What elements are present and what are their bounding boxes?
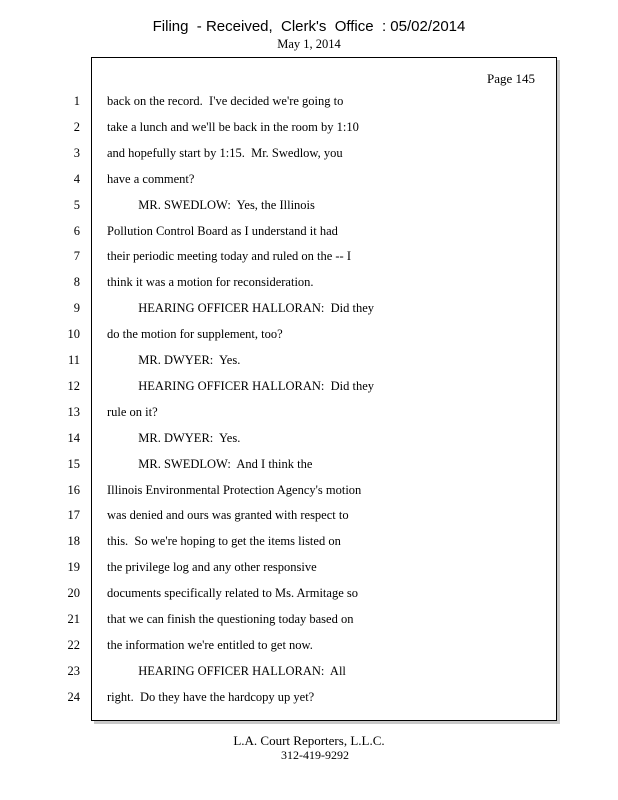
line-number: 23: [67, 664, 80, 678]
transcript-date: May 1, 2014: [277, 37, 341, 51]
line-number: 9: [73, 301, 80, 315]
line-number: 15: [67, 457, 80, 471]
line-text: HEARING OFFICER HALLORAN: Did they: [107, 379, 375, 393]
line-text: right. Do they have the hardcopy up yet?: [107, 690, 315, 704]
line-text: the privilege log and any other responsive: [107, 560, 317, 574]
line-number: 5: [73, 198, 80, 212]
line-text: documents specifically related to Ms. Armitage so: [107, 586, 358, 600]
line-text: MR. DWYER: Yes.: [107, 431, 241, 445]
line-number: 18: [67, 534, 80, 548]
line-text: take a lunch and we'll be back in the room by 1:10: [107, 120, 359, 134]
line-number: 12: [67, 379, 80, 393]
line-number: 14: [67, 431, 80, 445]
court-reporter-phone: 312-419-9292: [281, 748, 349, 762]
line-number: 7: [73, 249, 80, 263]
line-number: 22: [67, 638, 80, 652]
line-number: 20: [67, 586, 80, 600]
line-number: 2: [73, 120, 80, 134]
line-text: HEARING OFFICER HALLORAN: All: [107, 664, 346, 678]
line-text: think it was a motion for reconsideration.: [107, 275, 314, 289]
line-number: 19: [67, 560, 80, 574]
line-number: 3: [73, 146, 80, 160]
line-number: 17: [67, 508, 80, 522]
line-text: Illinois Environmental Protection Agency's motion: [107, 483, 362, 497]
line-text: MR. DWYER: Yes.: [107, 353, 241, 367]
line-text: MR. SWEDLOW: And I think the: [107, 457, 313, 471]
filing-stamp-header: Filing - Received, Clerk's Office : 05/02/2014: [152, 18, 466, 35]
line-text: the information we're entitled to get now.: [107, 638, 313, 652]
line-number: 21: [67, 612, 80, 626]
page-number: Page 145: [486, 71, 535, 86]
line-text: this. So we're hoping to get the items listed on: [107, 534, 341, 548]
line-number: 6: [73, 224, 80, 238]
line-text: Pollution Control Board as I understand it had: [107, 224, 338, 238]
line-number: 4: [73, 172, 80, 186]
line-number: 10: [67, 327, 80, 341]
line-text: and hopefully start by 1:15. Mr. Swedlow, you: [107, 146, 343, 160]
line-text: do the motion for supplement, too?: [107, 327, 283, 341]
line-number: 16: [67, 483, 80, 497]
line-text: HEARING OFFICER HALLORAN: Did they: [107, 301, 375, 315]
line-text: back on the record. I've decided we're going to: [107, 94, 344, 108]
line-text: was denied and ours was granted with respect to: [107, 508, 349, 522]
court-reporter-name: L.A. Court Reporters, L.L.C.: [233, 733, 385, 748]
line-number: 8: [73, 275, 80, 289]
line-number: 24: [67, 690, 80, 704]
line-text: that we can finish the questioning today based on: [107, 612, 354, 626]
line-number: 13: [67, 405, 80, 419]
line-text: their periodic meeting today and ruled on the -- I: [107, 249, 352, 263]
line-text: MR. SWEDLOW: Yes, the Illinois: [107, 198, 315, 212]
line-number: 11: [67, 353, 80, 367]
line-text: rule on it?: [107, 405, 158, 419]
line-text: have a comment?: [107, 172, 195, 186]
line-number: 1: [73, 94, 80, 108]
